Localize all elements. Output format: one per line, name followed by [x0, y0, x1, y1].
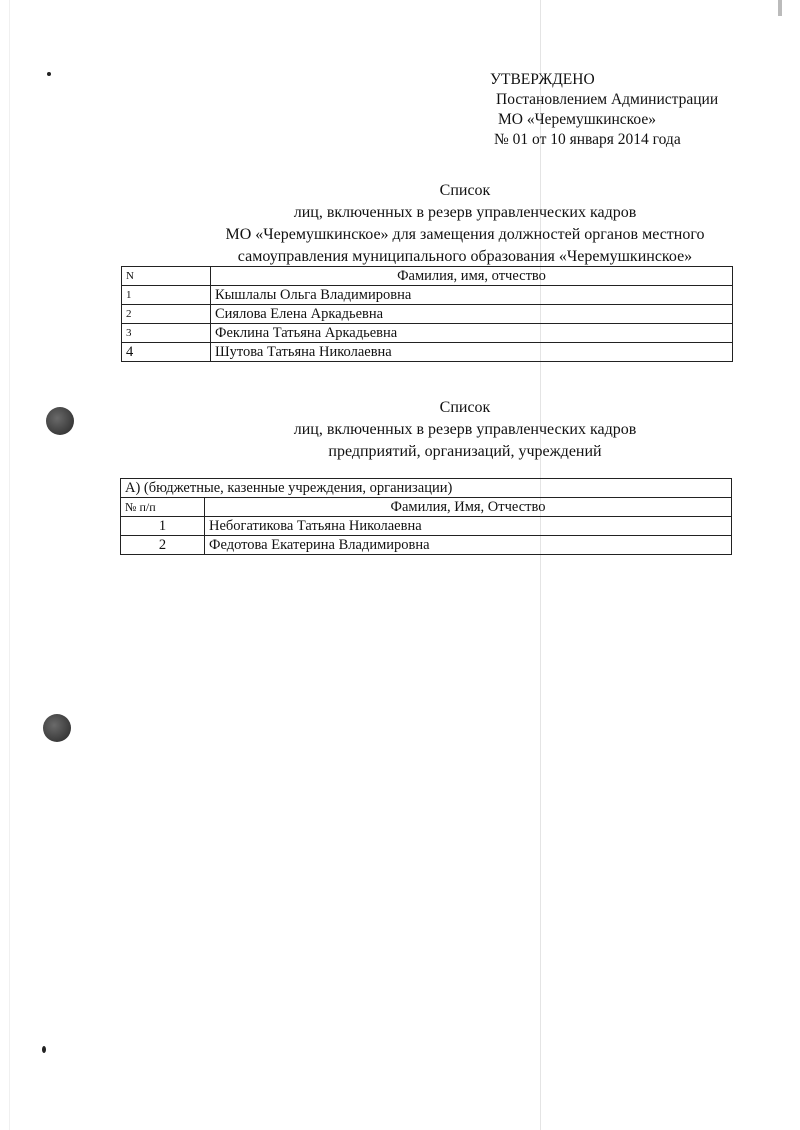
table-header-row — [122, 267, 733, 286]
row-name: Федотова Екатерина Владимировна — [205, 536, 732, 555]
column-header-name: Фамилия, Имя, Отчество — [205, 498, 732, 517]
row-number: 1 — [122, 286, 211, 305]
list2-table — [120, 478, 732, 555]
punch-hole-lower — [43, 714, 71, 742]
approval-number-date: № 01 от 10 января 2014 года — [494, 131, 681, 148]
scan-fold-line — [540, 0, 541, 1130]
table-row — [122, 305, 733, 324]
table-row — [122, 286, 733, 305]
table-row — [121, 536, 732, 555]
row-name: Небогатикова Татьяна Николаевна — [205, 517, 732, 536]
approval-authority: Постановлением Администрации — [496, 91, 719, 108]
table-section-row — [121, 479, 732, 498]
row-number: 2 — [122, 305, 211, 324]
row-number: 4 — [122, 343, 211, 362]
list2-title: Список — [439, 399, 491, 416]
approval-municipality: МО «Черемушкинское» — [498, 111, 656, 128]
row-name: Феклина Татьяна Аркадьевна — [211, 324, 733, 343]
row-name: Кышлалы Ольга Владимировна — [211, 286, 733, 305]
table-row — [121, 517, 732, 536]
list1-line: самоуправления муниципального образования «Черемушкинское» — [237, 248, 693, 265]
list2-line: предприятий, организаций, учреждений — [328, 443, 602, 460]
row-number: 3 — [122, 324, 211, 343]
column-header-number: № п/п — [121, 498, 205, 517]
scan-speck — [42, 1046, 46, 1053]
row-number: 1 — [121, 517, 205, 536]
row-number: 2 — [121, 536, 205, 555]
list1-table — [121, 266, 733, 362]
scan-corner-mark — [778, 0, 782, 16]
row-name: Сиялова Елена Аркадьевна — [211, 305, 733, 324]
table-row — [122, 324, 733, 343]
table-header-row — [121, 498, 732, 517]
list2-heading — [120, 397, 800, 463]
scan-speck — [47, 72, 51, 76]
list1-title: Список — [439, 182, 491, 199]
punch-hole-upper — [46, 407, 74, 435]
column-header-number: N — [122, 267, 211, 286]
list1-line: МО «Черемушкинское» для замещения должностей органов местного — [225, 226, 705, 243]
row-name: Шутова Татьяна Николаевна — [211, 343, 733, 362]
section-label: А) (бюджетные, казенные учреждения, организации) — [121, 479, 732, 498]
scan-edge-line — [9, 0, 10, 1130]
table-row — [122, 343, 733, 362]
list1-line: лиц, включенных в резерв управленческих кадров — [293, 204, 637, 221]
list2-line: лиц, включенных в резерв управленческих кадров — [293, 421, 637, 438]
list1-heading — [120, 180, 800, 268]
approval-title: УТВЕРЖДЕНО — [490, 71, 595, 88]
column-header-name: Фамилия, имя, отчество — [211, 267, 733, 286]
approval-block — [490, 70, 718, 150]
